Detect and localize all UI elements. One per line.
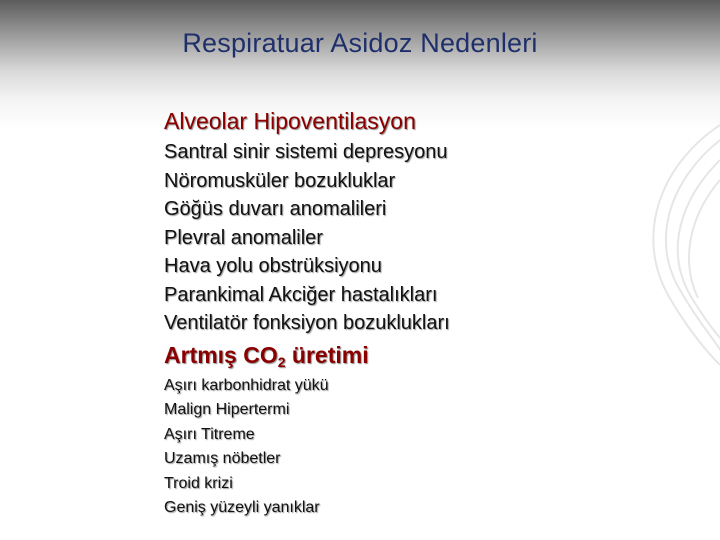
list-item: Nöromusküler bozukluklar bbox=[164, 169, 396, 192]
swirl-decoration bbox=[580, 120, 720, 380]
heading-text-post: üretimi bbox=[285, 341, 369, 368]
section-heading-alveolar-hypoventilation: Alveolar Hipoventilasyon bbox=[164, 108, 416, 134]
list-item: Aşırı Titreme bbox=[164, 425, 255, 443]
list-item: Aşırı karbonhidrat yükü bbox=[164, 376, 329, 394]
list-item: Parankimal Akciğer hastalıkları bbox=[164, 283, 438, 306]
list-item: Göğüs duvarı anomalileri bbox=[164, 198, 387, 220]
list-item: Uzamış nöbetler bbox=[164, 450, 281, 467]
section-heading-increased-co2-production bbox=[164, 340, 450, 370]
heading-text-pre: Artmış CO bbox=[164, 341, 278, 368]
list-item: Malign Hipertermi bbox=[164, 401, 290, 418]
heading-subscript: 2 bbox=[277, 353, 286, 370]
increased-co2-production-list bbox=[164, 374, 450, 521]
slide-title: Respiratuar Asidoz Nedenleri bbox=[182, 28, 538, 58]
list-item: Hava yolu obstrüksiyonu bbox=[164, 255, 382, 277]
list-item: Santral sinir sistemi depresyonu bbox=[164, 141, 448, 163]
alveolar-hypoventilation-list bbox=[164, 138, 450, 338]
slide-content bbox=[164, 106, 450, 521]
list-item: Geniş yüzeyli yanıklar bbox=[164, 499, 320, 516]
list-item: Ventilatör fonksiyon bozuklukları bbox=[164, 312, 450, 334]
list-item: Plevral anomaliler bbox=[164, 226, 323, 249]
list-item: Troid krizi bbox=[164, 474, 233, 492]
